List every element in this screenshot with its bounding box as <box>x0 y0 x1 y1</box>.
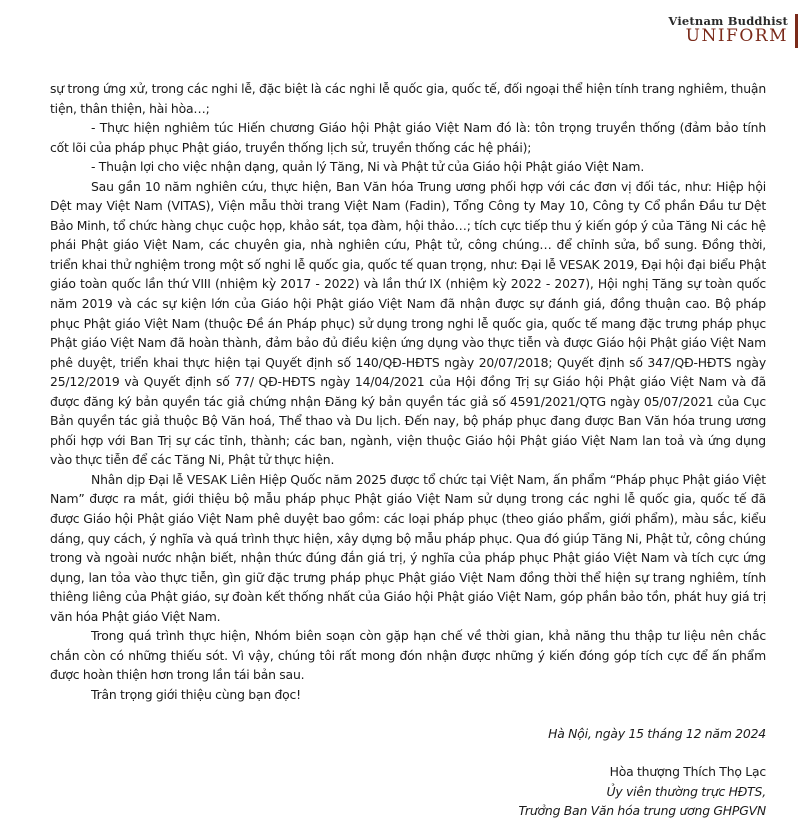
brand-title-top: Vietnam Buddhist <box>668 14 788 28</box>
document-body <box>50 79 766 821</box>
paragraph-bullet-charter: - Thực hiện nghiêm túc Hiến chương Giáo hội Phật giáo Việt Nam đó là: tôn trọng truyền thống (đảm bảo tính cốt lõi của pháp phục Phật giáo, truyền thống lịch sử, truyền thống các hệ phái); <box>50 120 766 155</box>
date-line: Hà Nội, ngày 15 tháng 12 năm 2024 <box>548 725 766 741</box>
signature-title-1: Ủy viên thường trực HĐTS, <box>606 783 766 799</box>
brand-accent-bar <box>795 14 798 48</box>
paragraph-bullet-identification: - Thuận lợi cho việc nhận dạng, quản lý Tăng, Ni và Phật tử của Giáo hội Phật giáo Việt Nam. <box>91 159 645 175</box>
brand-title-bottom: UNIFORM <box>685 26 788 46</box>
paragraph-limitations: Trong quá trình thực hiện, Nhóm biên soạn còn gặp hạn chế về thời gian, khả năng thu thập tư liệu nên chắc chắn còn có những thiếu sót. Vì vậy, chúng tôi rất mong đón nhận được những ý kiến đóng góp tích cực để ấn phẩm được hoàn thiện hơn trong lần tái bản sau. <box>50 628 766 683</box>
brand-header <box>504 12 804 48</box>
signature-title-2: Trưởng Ban Văn hóa trung ương GHPGVN <box>518 803 766 819</box>
signature-name: Hòa thượng Thích Thọ Lạc <box>609 764 766 780</box>
paragraph-vesak-publication: Nhân dịp Đại lễ VESAK Liên Hiệp Quốc năm 2025 được tổ chức tại Việt Nam, ấn phẩm “Pháp phục Phật giáo Việt Nam” được ra mắt, giới thiệu bộ mẫu pháp phục Phật giáo Việt Nam sử dụng trong các nghi lễ quốc gia, quốc tế đã được Giáo hội Phật giáo Việt Nam phê duyệt bao gồm: các loại pháp phục (theo giáo phẩm, giới phẩm), màu sắc, kiểu dáng, quy cách, ý nghĩa và quá trình thực hiện, xây dựng bộ mẫu pháp phục. Qua đó giúp Tăng Ni, Phật tử, công chúng trong và ngoài nước nhận biết, nhận thức đúng đắn giá trị, ý nghĩa của pháp phục Phật giáo Việt Nam và tích cực ứng dụng, lan tỏa vào thực tiễn, gìn giữ đặc trưng pháp phục Phật giáo Việt Nam đồng thời thể hiện sự trang nghiêm, tính thiêng liêng của Phật giáo, sự đoàn kết thống nhất của Giáo hội Phật giáo Việt Nam, góp phần bảo tồn, phát huy giá trị văn hóa Phật giáo Việt Nam. <box>50 471 766 624</box>
paragraph-research-history: Sau gần 10 năm nghiên cứu, thực hiện, Ban Văn hóa Trung ương phối hợp với các đơn vị đối tác, như: Hiệp hội Dệt may Việt Nam (VITAS), Viện mẫu thời trang Việt Nam (Fadin), Tổng Công ty May 10, Công ty Cổ phần Đầu tư Dệt Bảo Minh, tổ chức hàng chục cuộc họp, khảo sát, tọa đàm, hội thảo…; tích cực tiếp thu ý kiến góp ý của Tăng Ni các hệ phái Phật giáo Việt Nam, các chuyên gia, nhà nghiên cứu, Phật tử, công chúng… để chỉnh sửa, bổ sung. Đồng thời, triển khai thử nghiệm trong một số nghi lễ quốc gia, quốc tế quan trọng, như: Đại lễ VESAK 2019, Đại hội đại biểu Phật giáo toàn quốc lần thứ VIII (nhiệm kỳ 2017 - 2022) và lần thứ IX (nhiệm kỳ 2022 - 2027), Hội nghị Tăng sự toàn quốc năm 2019 và các sự kiện lớn của Giáo hội Phật giáo Việt Nam đã nhận được sự đánh giá, đồng thuận cao. Bộ pháp phục Phật giáo Việt Nam (thuộc Đề án Pháp phục) sử dụng trong nghi lễ quốc gia, quốc tế mang đặc trưng pháp phục Phật giáo Việt Nam đã hoàn thành, đảm bảo đủ điều kiện ứng dụng vào thực tiễn và được Giáo hội Phật giáo Việt Nam phê duyệt, triển khai thực hiện tại Quyết định số 140/QĐ-HĐTS ngày 20/07/2018; Quyết định số 347/QĐ-HĐTS ngày 25/12/2019 và Quyết định số 77/ QĐ-HĐTS ngày 14/04/2021 của Hội đồng Trị sự Giáo hội Phật giáo Việt Nam và đã được đăng ký bản quyền tác giả chứng nhận Đăng ký bản quyền tác giả số 4591/2021/QTG ngày 05/07/2021 của Cục Bản quyền tác giả thuộc Bộ Văn hoá, Thể thao và Du lịch. Đến nay, bộ pháp phục đang được Ban Văn hóa trung ương phối hợp với Ban Trị sự các tỉnh, thành; các ban, ngành, viện thuộc Giáo hội Phật giáo Việt Nam lan toả và ứng dụng vào thực tiễn để các Tăng Ni, Phật tử thực hiện. <box>50 178 766 468</box>
paragraph-continuation: sự trong ứng xử, trong các nghi lễ, đặc biệt là các nghi lễ quốc gia, quốc tế, đối ngoại thể hiện tính trang nghiêm, thuận tiện, thân thiện, hài hòa…; <box>50 81 766 116</box>
paragraph-closing: Trân trọng giới thiệu cùng bạn đọc! <box>91 686 301 702</box>
